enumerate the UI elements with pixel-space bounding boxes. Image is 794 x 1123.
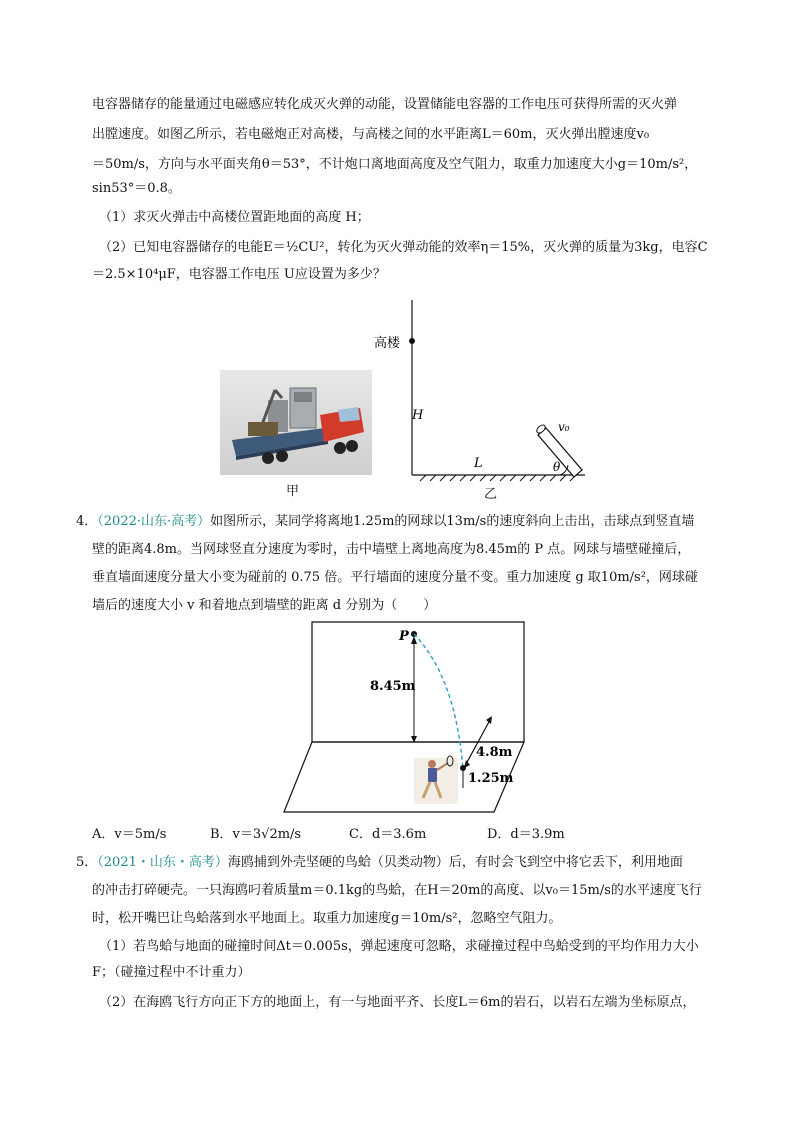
tennis-wall-diagram [280, 618, 560, 818]
figure-yi-diagram [360, 295, 600, 500]
q3-text-line-3: ＝50m/s，方向与水平面夹角θ＝53°，不计炮口离地面高度及空气阻力，取重力加速度大小g＝10m/s²， [92, 157, 698, 172]
q5-subquestion-1: （1）若鸟蛤与地面的碰撞时间Δt＝0.005s，弹起速度可忽略，求碰撞过程中鸟蛤受到的平均作用力大小 [99, 939, 699, 954]
q3-subquestion-2: （2）已知电容器储存的电能E＝½CU²，转化为灭火弹动能的效率η＝15%，灭火弹的质量为3kg，电容C [99, 240, 708, 255]
q5-number: 5． [76, 855, 98, 870]
q4-line-3: 垂直墙面速度分量大小变为碰前的 0.75 倍。平行墙面的速度分量不变。重力加速度 g 取10m/s²，网球碰 [92, 570, 698, 585]
q5-source-tag: （2021・山东・高考） [97, 855, 228, 870]
q4-line-2: 壁的距离4.8m。当网球竖直分速度为零时，击中墙壁上离地高度为8.45m的 P 点。网球与墙壁碰撞后， [92, 542, 691, 557]
option-c[interactable]: C．d＝3.6m [349, 827, 427, 842]
height-125-label: 1.25m [468, 771, 514, 786]
height-label: H [412, 408, 424, 423]
figure-jia-label: 甲 [286, 484, 300, 499]
velocity-label: v₀ [558, 420, 570, 434]
option-b[interactable]: B．v＝3√2m/s [210, 827, 302, 842]
q5-line-3: 时，松开嘴巴让鸟蛤落到水平地面上。取重力加速度g＝10m/s²，忽略空气阻力。 [92, 911, 562, 926]
q4-line-1 [76, 513, 694, 531]
angle-label: θ [553, 460, 561, 474]
truck-photo [220, 370, 372, 475]
q3-text-line-2: 出膛速度。如图乙所示，若电磁炮正对高楼，与高楼之间的水平距离L＝60m，灭火弹出膛速度v₀ [92, 127, 650, 142]
q3-text-line-1: 电容器储存的能量通过电磁感应转化成灭火弹的动能，设置储能电容器的工作电压可获得所需的灭火弹 [92, 97, 678, 112]
height-845-label: 8.45m [370, 679, 416, 694]
option-d[interactable]: D．d＝3.9m [487, 827, 565, 842]
option-a[interactable]: A．v＝5m/s [92, 827, 167, 842]
q3-text-line-4: sin53°＝0.8。 [92, 181, 181, 196]
distance-label: L [474, 456, 483, 471]
q4-text-1: 如图所示，某同学将离地1.25m的网球以13m/s的速度斜向上击出，击球点到竖直墙 [210, 514, 695, 529]
q4-line-4: 墙后的速度大小 v 和着地点到墙壁的距离 d 分别为（ ） [92, 598, 437, 613]
distance-48-label: 4.8m [476, 745, 513, 760]
q3-subquestion-1: （1）求灭火弹击中高楼位置距地面的高度 H； [99, 210, 370, 225]
q4-number: 4． [76, 514, 98, 529]
q4-source-tag: （2022·山东·高考） [97, 514, 211, 529]
tennis-player-icon [414, 756, 458, 804]
q5-subquestion-2: （2）在海鸥飞行方向正下方的地面上，有一与地面平齐、长度L＝6m的岩石，以岩石左端为坐标原点， [99, 995, 696, 1010]
figure-yi-label: 乙 [484, 487, 498, 502]
q5-line-1 [76, 854, 683, 872]
q5-text-1: 海鸥捕到外壳坚硬的鸟蛤（贝类动物）后，有时会飞到空中将它丢下，利用地面 [227, 855, 683, 870]
building-label: 高楼 [374, 336, 401, 351]
q5-line-5: F；（碰撞过程中不计重力） [92, 965, 251, 980]
q3-text-line-7: ＝2.5×10⁴μF，电容器工作电压 U应设置为多少？ [92, 267, 386, 282]
point-p-label: P [399, 629, 409, 644]
q5-line-2: 的冲击打碎硬壳。一只海鸥叼着质量m＝0.1kg的鸟蛤，在H＝20m的高度、以v₀＝15m/s的水平速度飞行 [92, 883, 702, 898]
